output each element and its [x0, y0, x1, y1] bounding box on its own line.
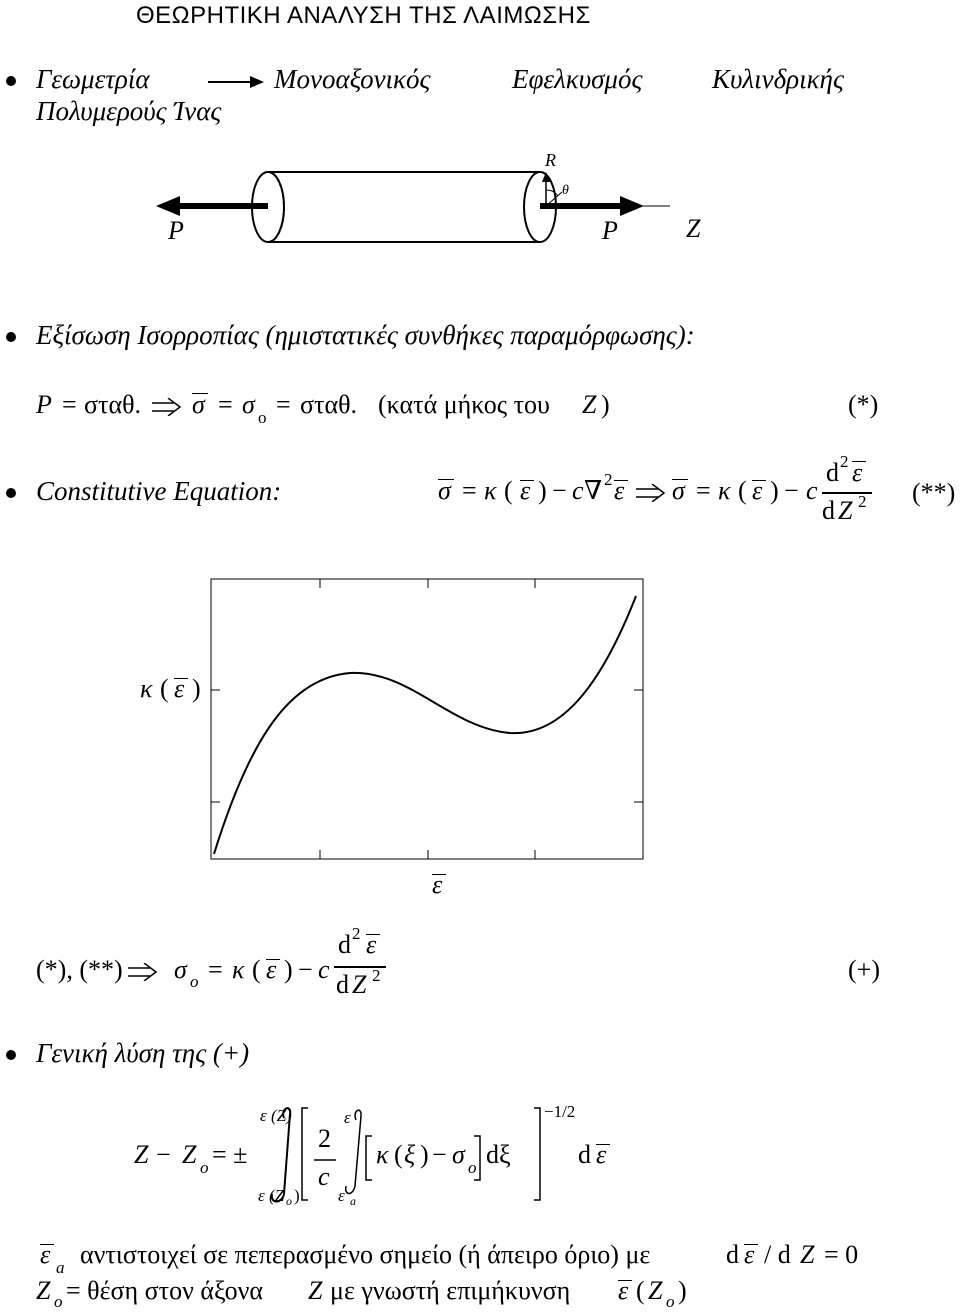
- eq4-eps: ε: [596, 1140, 607, 1169]
- eq2-eps: ε: [520, 476, 531, 505]
- eq4-Z: Z: [134, 1140, 149, 1169]
- note1-Z: Z: [800, 1240, 815, 1269]
- eq4-c: c: [318, 1162, 330, 1191]
- page-title: ΘΕΩΡΗΤΙΚΗ ΑΝΑΛΥΣΗ ΤΗΣ ΛΑΙΜΩΣΗΣ: [136, 2, 591, 29]
- eq4-sub-o: o: [200, 1158, 209, 1177]
- implies-icon: [128, 963, 158, 981]
- eq4-power: −1/2: [544, 1102, 576, 1121]
- eq2-c: c: [572, 476, 584, 505]
- bullet: [6, 1050, 16, 1060]
- eq3-eps: ε: [266, 955, 277, 984]
- eq4-xi: ξ: [404, 1140, 416, 1169]
- eq4-inner-lower: ε: [338, 1186, 345, 1205]
- plot-xlabel: ε: [432, 870, 443, 899]
- note2-sub: o: [54, 1292, 63, 1311]
- section-equilibrium-heading: Εξίσωση Ισορροπίας (ημιστατικές συνθήκες παραμόρφωσης):: [36, 320, 695, 350]
- implies-icon: [152, 398, 182, 416]
- eq4-Zo: Z: [182, 1140, 197, 1169]
- eq4-inner-upper: ε: [344, 1108, 351, 1127]
- eq3-c: c: [318, 955, 330, 984]
- eq2-sq: 2: [604, 470, 613, 489]
- note2-Z: Z: [36, 1276, 51, 1305]
- arrow-left-icon: [156, 196, 180, 216]
- eq4-inner-lower-sub: a: [350, 1194, 356, 1208]
- note2-eps: ε: [618, 1276, 629, 1305]
- label-Z: Z: [686, 214, 701, 243]
- eq2-d-num: d: [826, 458, 839, 487]
- eq3-d-num: d: [338, 930, 351, 959]
- geometry-word-1: Μονοαξονικός: [274, 64, 431, 94]
- label-P-left: P: [168, 216, 184, 245]
- eq4-upper-limit: ε (Z): [260, 1106, 292, 1125]
- note2-text: = θέση στον άξονα: [66, 1276, 263, 1305]
- section-general-solution-heading: Γενική λύση της (+): [36, 1038, 250, 1068]
- eq4-lower-sub: o: [286, 1194, 292, 1208]
- eq1-paren: (κατά μήκος του: [378, 390, 550, 419]
- note2-paren-Z: Z: [648, 1276, 663, 1305]
- eq1-sub-o: o: [258, 408, 267, 427]
- eq4-two: 2: [318, 1124, 331, 1153]
- eq4-dxi: dξ: [486, 1140, 511, 1169]
- eq3-prefix: (*), (**): [36, 955, 123, 984]
- eq1-const-2: σταθ.: [300, 390, 358, 419]
- eq4-pm: = ±: [212, 1140, 248, 1169]
- eq3-sub-o: o: [190, 972, 199, 991]
- geometry-line-2: Πολυμερούς Ίνας: [36, 96, 222, 126]
- bullet: [6, 332, 16, 342]
- note2-text2: με γνωστή επιμήκυνση: [330, 1276, 571, 1305]
- eq3-kappa: κ: [232, 955, 245, 984]
- geometry-word-3: Κυλινδρικής: [712, 64, 844, 94]
- note1-eps-2: ε: [744, 1240, 755, 1269]
- section-geometry-heading: Γεωμετρία: [36, 64, 150, 94]
- eq2-sigma-bar: σ: [438, 476, 451, 505]
- eq4-lower-close: ): [294, 1186, 300, 1205]
- plot-ylabel-kappa: κ: [140, 674, 153, 703]
- eq1-close: ): [601, 390, 610, 419]
- eq4-sigma: σ: [452, 1140, 465, 1169]
- eq1-sigma-o: σ: [242, 390, 255, 419]
- label-P-right: P: [602, 216, 618, 245]
- eq3-tag: (+): [848, 955, 880, 984]
- eq1-P: P: [36, 390, 52, 419]
- note1-text: αντιστοιχεί σε πεπερασμένο σημείο (ή άπειρο όριο) με: [80, 1240, 651, 1269]
- plot-ylabel-eps: ε: [174, 674, 185, 703]
- note1-d: d: [726, 1240, 739, 1269]
- eq2-kappa: κ: [484, 476, 497, 505]
- eq2-tag: (**): [912, 478, 956, 507]
- eq3-Z: Z: [352, 970, 367, 999]
- label-R: R: [545, 150, 556, 170]
- eq4-d: d: [578, 1140, 591, 1169]
- geometry-word-2: Εφελκυσμός: [512, 64, 643, 94]
- eq3-sq: 2: [372, 966, 381, 985]
- note2-paren-sub: o: [666, 1292, 675, 1311]
- note2-Z-axis: Z: [308, 1276, 323, 1305]
- kappa-curve-plot: [210, 578, 644, 860]
- eq1-tag: (*): [848, 390, 879, 419]
- arrow-right-icon: [206, 74, 266, 90]
- note1-eps: ε: [40, 1240, 51, 1269]
- section-constitutive-heading: Constitutive Equation:: [36, 476, 282, 506]
- eq1-const-1: σταθ.: [84, 390, 142, 419]
- kappa-curve: [214, 596, 636, 854]
- label-theta: θ: [562, 183, 569, 198]
- implies-icon: [636, 484, 666, 502]
- eq1-sigma-bar: σ: [192, 390, 205, 419]
- fiber-diagram: [150, 150, 710, 260]
- eq1-equals: =: [62, 390, 77, 419]
- eq2-Z: Z: [838, 496, 853, 525]
- note1-slash: / d: [764, 1240, 791, 1269]
- eq4-kappa: κ: [376, 1140, 389, 1169]
- eq1-Z: Z: [582, 390, 597, 419]
- eq4-lower-limit: ε (Z: [258, 1186, 285, 1205]
- bullet: [6, 76, 16, 86]
- eq2-nabla: ∇: [584, 476, 603, 505]
- note1-sub: a: [56, 1258, 65, 1277]
- eq3-sigma: σ: [174, 955, 187, 984]
- bullet: [6, 488, 16, 498]
- note1-eq: = 0: [824, 1240, 859, 1269]
